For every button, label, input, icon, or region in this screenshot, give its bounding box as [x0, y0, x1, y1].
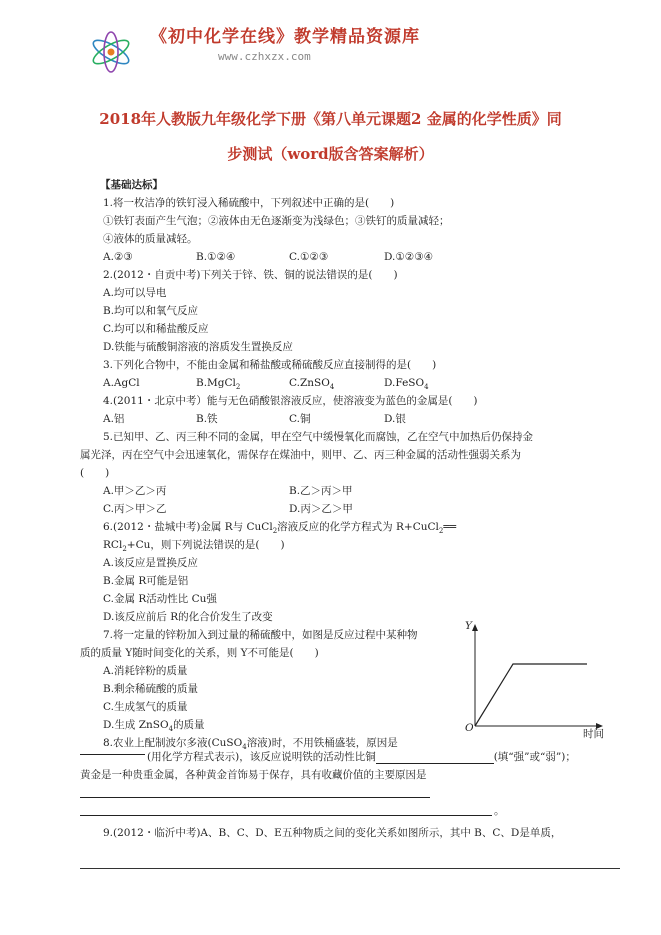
q5-option-b: B.乙＞丙＞甲 [289, 485, 353, 497]
q8-blank-3[interactable] [80, 797, 430, 798]
q8-line3: 黄金是一种贵重金属，各种黄金首饰易于保存，具有收藏价值的主要原因是 [80, 769, 427, 781]
q4-option-a: A.铝 [103, 413, 125, 425]
q5-line1: 5.已知甲、乙、丙三种不同的金属，甲在空气中缓慢氧化而腐蚀，乙在空气中加热后仍保持金 [103, 431, 534, 443]
q3-option-b: B.MgCl$_2$ [196, 377, 241, 392]
footer-rule [80, 868, 620, 869]
doc-title-line1: 2018年人教版九年级化学下册《第八单元课题2 金属的化学性质》同 [99, 110, 562, 128]
q6-line2: RCl$_2$+Cu，则下列说法错误的是( ) [103, 539, 285, 554]
q6-line1: 6.(2012・盐城中考)金属 R与 CuCl$_2$溶液反应的化学方程式为 R+CuCl$_2$══ [103, 521, 457, 536]
header-url: www.czhxzx.com [218, 50, 311, 63]
q8-line1: 8.农业上配制波尔多液(CuSO$_4$溶液)时，不用铁桶盛装，原因是 [103, 737, 398, 752]
q5-option-a: A.甲＞乙＞丙 [103, 485, 167, 497]
q6-option-c: C.金属 R活动性比 Cu强 [103, 593, 217, 605]
q7-option-a: A.消耗锌粉的质量 [103, 665, 188, 677]
q7-graph-svg [455, 618, 605, 738]
q7-line2: 质的质量 Y随时间变化的关系，则 Y不可能是( ) [80, 647, 319, 659]
section-heading: 【基础达标】 [100, 179, 163, 191]
q4-option-c: C.铜 [289, 413, 311, 425]
q7-option-b: B.剩余稀硫酸的质量 [103, 683, 199, 695]
q2-option-d: D.铁能与硫酸铜溶液的溶质发生置换反应 [103, 341, 293, 353]
q7-option-d: D.生成 ZnSO$_4$的质量 [103, 719, 205, 734]
q5-line3: ( ) [80, 467, 110, 479]
q6-option-a: A.该反应是置换反应 [103, 557, 198, 569]
q1-stem: 1.将一枚洁净的铁钉浸入稀硫酸中，下列叙述中正确的是( ) [103, 197, 395, 209]
q8-blank-1[interactable] [80, 754, 145, 755]
q3-stem: 3.下列化合物中，不能由金属和稀盐酸或稀硫酸反应直接制得的是( ) [103, 359, 437, 371]
q7-axis-y-label: Y [465, 620, 472, 632]
q1-option-b: B.①②④ [196, 251, 236, 263]
q7-graph [455, 618, 605, 738]
header-title: 《初中化学在线》教学精品资源库 [150, 27, 420, 47]
q8-blank-4[interactable] [80, 815, 492, 816]
q3-option-a: A.AgCl [103, 377, 140, 389]
q7-curve [475, 664, 587, 726]
q5-option-c: C.丙＞甲＞乙 [103, 503, 167, 515]
q7-line1: 7.将一定量的锌粉加入到过量的稀硫酸中，如图是反应过程中某种物 [103, 629, 418, 641]
q2-option-b: B.均可以和氧气反应 [103, 305, 199, 317]
q1-option-a: A.②③ [103, 251, 133, 263]
q5-line2: 属光泽，丙在空气中会迅速氧化，需保存在煤油中，则甲、乙、丙三种金属的活动性强弱关系为 [80, 449, 521, 461]
q1-option-d: D.①②③④ [384, 251, 434, 263]
q8-line2: (用化学方程式表示)，该反应说明铁的活动性比铜 (填“强”或“弱”)； [147, 751, 576, 763]
q6-option-b: B.金属 R可能是铝 [103, 575, 189, 587]
q4-option-d: D.银 [384, 413, 406, 425]
q9-stem: 9.(2012・临沂中考)A、B、C、D、E五种物质之间的变化关系如图所示，其中 B、C、D是单质， [103, 827, 562, 839]
q2-stem: 2.(2012・自贡中考)下列关于锌、铁、铜的说法错误的是( ) [103, 269, 398, 281]
q1-statement-1: ①铁钉表面产生气泡；②液体由无色逐渐变为浅绿色；③铁钉的质量减轻； [103, 215, 450, 227]
doc-title-line2: 步测试（word版含答案解析） [227, 145, 434, 163]
q7-y-arrow [472, 624, 478, 631]
q4-option-b: B.铁 [196, 413, 218, 425]
q7-option-c: C.生成氢气的质量 [103, 701, 188, 713]
q2-option-a: A.均可以导电 [103, 287, 167, 299]
q6-option-d: D.该反应前后 R的化合价发生了改变 [103, 611, 273, 623]
q2-option-c: C.均可以和稀盐酸反应 [103, 323, 209, 335]
q8-blank-2[interactable] [376, 763, 494, 764]
q3-option-c: C.ZnSO$_4$ [289, 377, 335, 392]
q8-line5-end: 。 [494, 805, 505, 817]
q1-option-c: C.①②③ [289, 251, 329, 263]
q5-option-d: D.丙＞乙＞甲 [289, 503, 353, 515]
atom-logo-icon [88, 30, 134, 74]
q4-stem: 4.(2011・北京中考）能与无色硝酸银溶液反应，使溶液变为蓝色的金属是( ) [103, 395, 478, 407]
q3-option-d: D.FeSO$_4$ [384, 377, 429, 392]
q7-axis-origin-label: O [465, 722, 474, 734]
q1-statement-2: ④液体的质量减轻。 [103, 233, 198, 245]
q7-axis-x-label: 时间 [583, 728, 604, 740]
